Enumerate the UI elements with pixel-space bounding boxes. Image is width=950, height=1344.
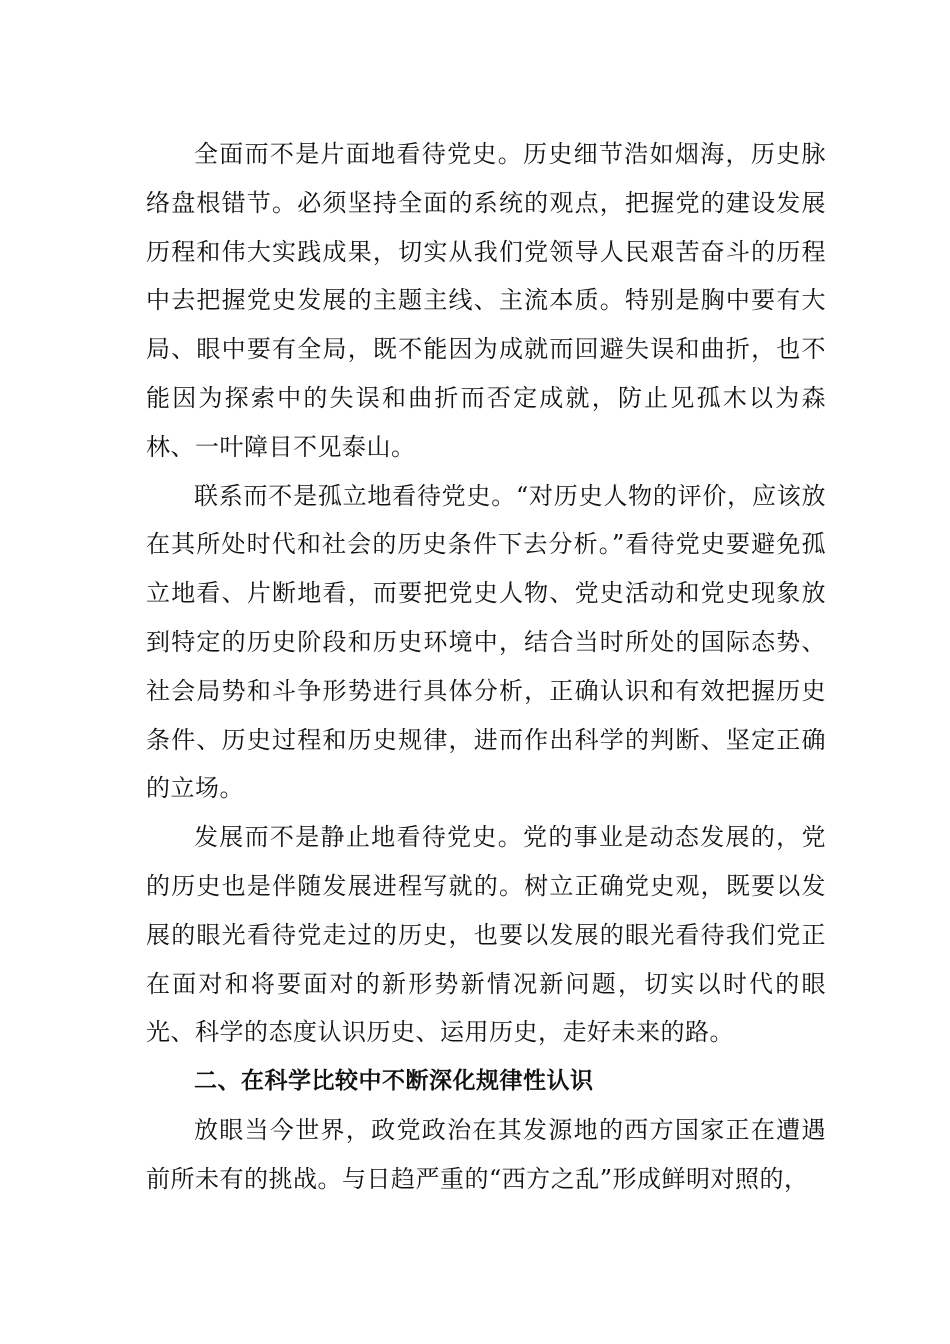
section-heading: 二、在科学比较中不断深化规律性认识	[194, 1068, 594, 1095]
document-body	[146, 130, 826, 1204]
paragraph-comprehensive: 全面而不是片面地看待党史。历史细节浩如烟海，历史脉络盘根错节。必须坚持全面的系统的观点，把握党的建设发展历程和伟大实践成果，切实从我们党领导人民艰苦奋斗的历程中去把握党史发展的主题主线、主流本质。特别是胸中要有大局、眼中要有全局，既不能因为成就而回避失误和曲折，也不能因为探索中的失误和曲折而否定成就，防止见孤木以为森林、一叶障目不见泰山。	[146, 140, 826, 461]
paragraph-development: 发展而不是静止地看待党史。党的事业是动态发展的，党的历史也是伴随发展进程写就的。树立正确党史观，既要以发展的眼光看待党走过的历史，也要以发展的眼光看待我们党正在面对和将要面对的新形势新情况新问题，切实以时代的眼光、科学的态度认识历史、运用历史，走好未来的路。	[146, 823, 826, 1047]
paragraph-connection: 联系而不是孤立地看待党史。“对历史人物的评价，应该放在其所处时代和社会的历史条件下去分析。”看待党史要避免孤立地看、片断地看，而要把党史人物、党史活动和党史现象放到特定的历史阶段和历史环境中，结合当时所处的国际态势、社会局势和斗争形势进行具体分析，正确认识和有效把握历史条件、历史过程和历史规律，进而作出科学的判断、坚定正确的立场。	[146, 481, 826, 803]
paragraph-world-view: 放眼当今世界，政党政治在其发源地的西方国家正在遭遇前所未有的挑战。与日趋严重的“西方之乱”形成鲜明对照的，	[146, 1115, 826, 1193]
